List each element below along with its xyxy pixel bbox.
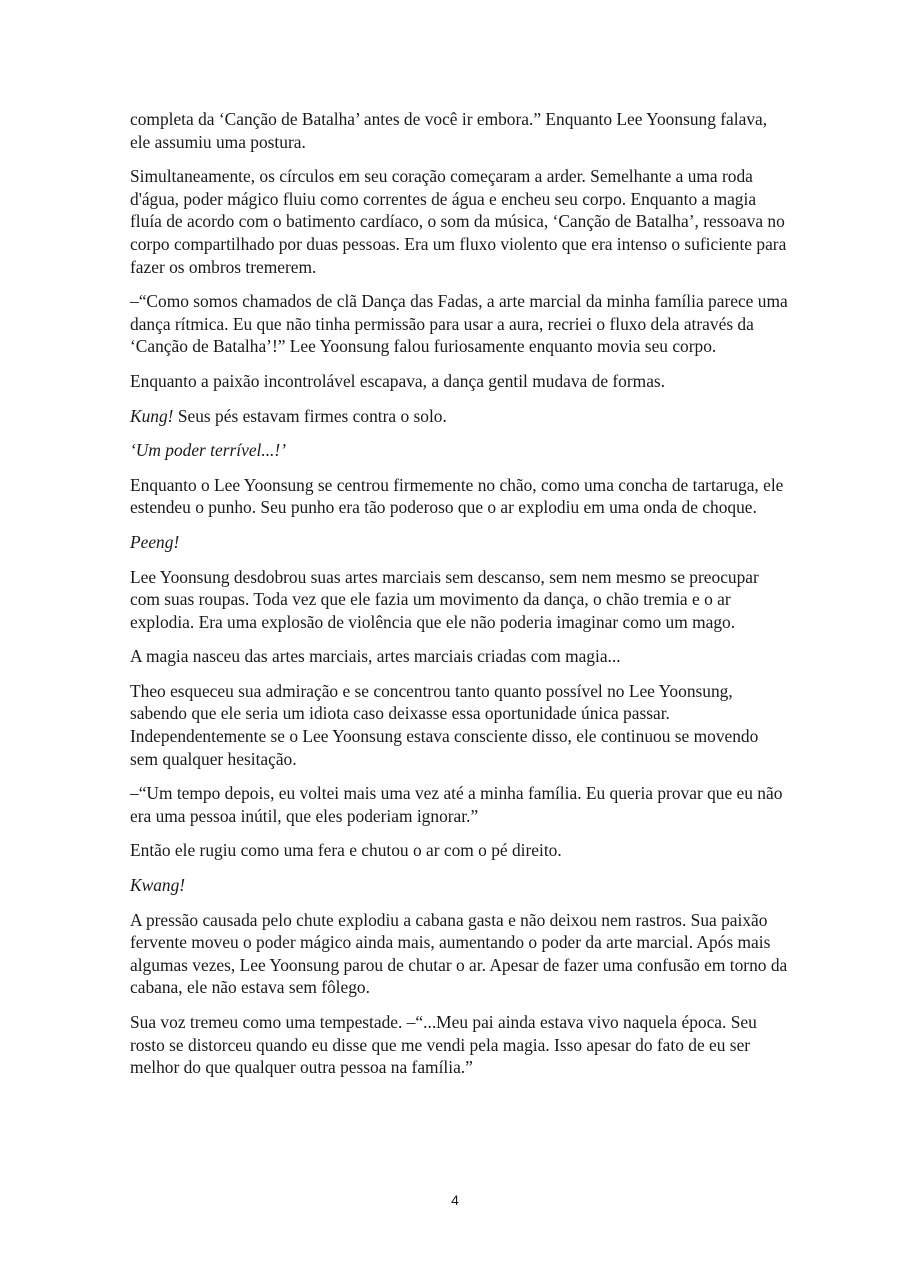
paragraph: Simultaneamente, os círculos em seu coração começaram a arder. Semelhante a uma roda d'água, poder mágico fluiu como correntes de água e encheu seu corpo. Enquanto a magia fluía de acordo com o batimento cardíaco, o som da música, ‘Canção de Batalha’, ressoava no corpo compartilhado por duas pessoas. Era um fluxo violento que era intenso o suficiente para fazer os ombros tremerem. <box>130 166 787 277</box>
paragraph: Então ele rugiu como uma fera e chutou o ar com o pé direito. <box>130 840 562 861</box>
paragraph-thought: ‘Um poder terrível...!’ <box>130 440 286 461</box>
paragraph: Sua voz tremeu como uma tempestade. –“...Meu pai ainda estava vivo naquela época. Seu rosto se distorceu quando eu disse que me vendi pela magia. Isso apesar do fato de eu ser melhor do que qualquer outra pessoa na família.” <box>130 1012 757 1078</box>
paragraph: –“Como somos chamados de clã Dança das Fadas, a arte marcial da minha família parece uma dança rítmica. Eu que não tinha permissão para usar a aura, recriei o fluxo dela através da ‘Canção de Batalha’!” Lee Yoonsung falou furiosamente enquanto movia seu corpo. <box>130 291 788 357</box>
sound-effect: Kwang! <box>130 875 186 896</box>
paragraph: Lee Yoonsung desdobrou suas artes marciais sem descanso, sem nem mesmo se preocupar com suas roupas. Toda vez que ele fazia um movimento da dança, o chão tremia e o ar explodia. Era uma explosão de violência que ele não poderia imaginar como um mago. <box>130 566 759 632</box>
paragraph: A magia nasceu das artes marciais, artes marciais criadas com magia... <box>130 646 621 667</box>
sound-effect: Kung! <box>130 405 174 426</box>
paragraph: Enquanto o Lee Yoonsung se centrou firmemente no chão, como uma concha de tartaruga, ele estendeu o punho. Seu punho era tão poderoso que o ar explodiu em uma onda de choque. <box>130 474 784 518</box>
paragraph: Theo esqueceu sua admiração e se concentrou tanto quanto possível no Lee Yoonsung, sabendo que ele seria um idiota caso deixasse essa oportunidade única passar. Independentemente se o Lee Yoonsung estava consciente disso, ele continuou se movendo sem qualquer hesitação. <box>130 680 759 769</box>
paragraph: –“Um tempo depois, eu voltei mais uma vez até a minha família. Eu queria provar que eu não era uma pessoa inútil, que eles poderiam ignorar.” <box>130 783 783 826</box>
sound-effect: Peeng! <box>130 531 180 552</box>
paragraph: completa da ‘Canção de Batalha’ antes de você ir embora.” Enquanto Lee Yoonsung falava, ele assumiu uma postura. <box>130 109 768 152</box>
paragraph-text: Seus pés estavam firmes contra o solo. <box>173 405 447 426</box>
paragraph <box>130 405 790 428</box>
paragraph: A pressão causada pelo chute explodiu a cabana gasta e não deixou nem rastros. Sua paixão fervente moveu o poder mágico ainda mais, aumentando o poder da arte marcial. Após mais algumas vezes, Lee Yoonsung parou de chutar o ar. Apesar de fazer uma confusão em torno da cabana, ele não estava sem fôlego. <box>130 909 788 998</box>
document-body <box>130 108 790 1091</box>
paragraph: Enquanto a paixão incontrolável escapava, a dança gentil mudava de formas. <box>130 370 666 391</box>
page-number: 4 <box>451 1192 459 1208</box>
